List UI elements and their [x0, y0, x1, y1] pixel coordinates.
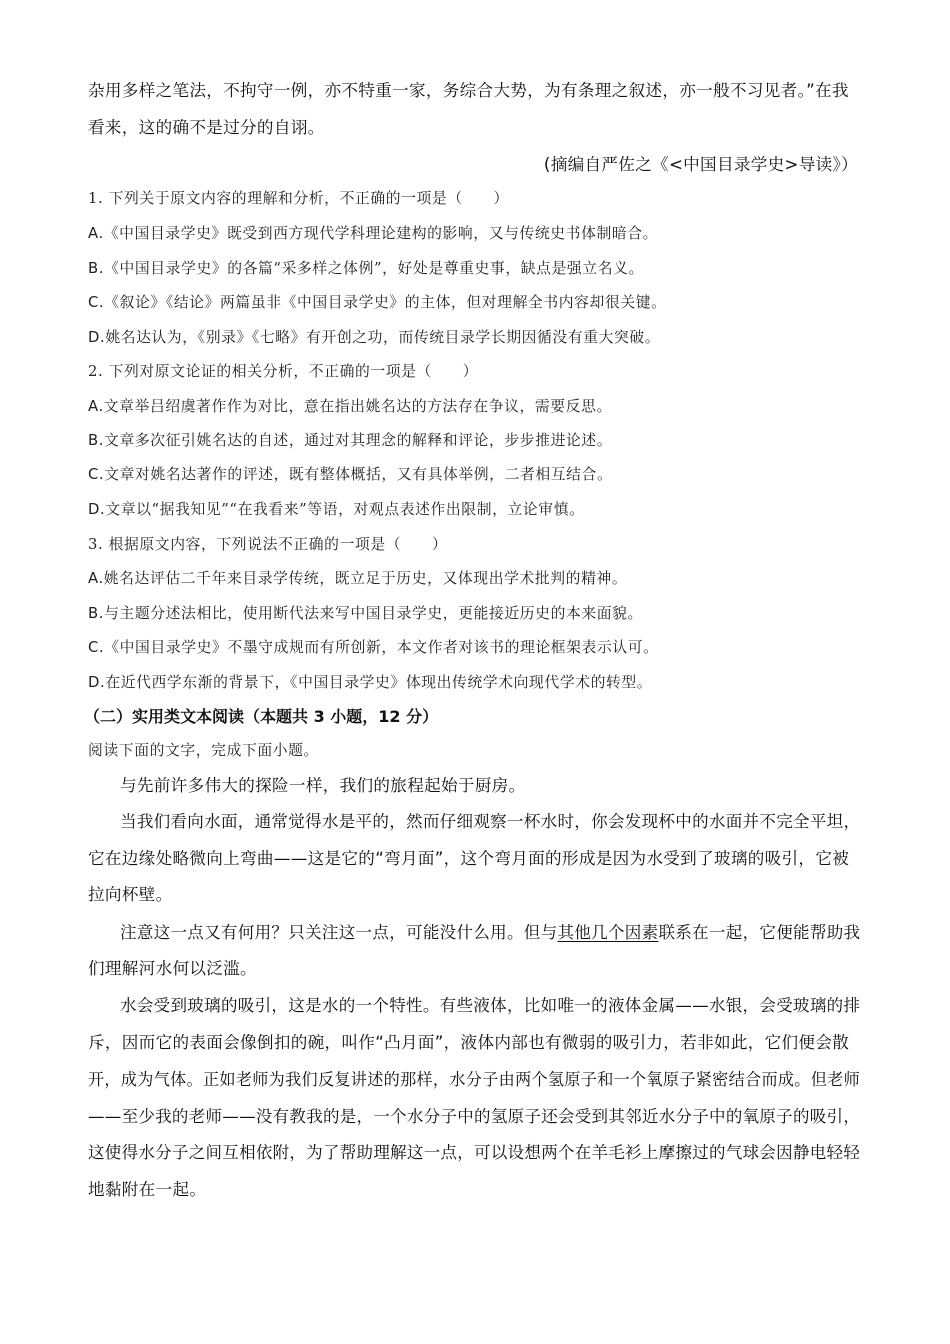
option — [88, 603, 643, 625]
option-text: 在近代西学东渐的背景下，《中国目录学史》体现出传统学术向现代学术的转型。 — [105, 674, 653, 691]
option — [88, 223, 658, 245]
paragraph-line: ——至少我的老师——没有教我的是，一个水分子中的氢原子还会受到其邻近水分子中的氧原子的吸引， — [88, 1107, 861, 1126]
paragraph-line — [120, 922, 860, 944]
option-text: 《中国目录学史》的各篇“采多样之体例”，好处是尊重史事，缺点是强立名义。 — [104, 260, 644, 277]
option-text: 文章对姚名达著作的评述，既有整体概括，又有具体举例，二者相互结合。 — [104, 466, 613, 483]
attribution: (摘编自严佐之《<中国目录学史>导读》） — [543, 155, 858, 174]
option-letter: B. — [88, 605, 105, 622]
question-stem: 1. 下列关于原文内容的理解和分析，不正确的一项是（ ） — [88, 190, 509, 207]
option-letter: B. — [88, 432, 105, 449]
option-text: 文章举吕绍虞著作作为对比，意在指出姚名达的方法存在争议，需要反思。 — [103, 398, 612, 415]
question-stem: 2. 下列对原文论证的相关分析，不正确的一项是（ ） — [88, 363, 479, 380]
passage-line: 看来，这的确不是过分的自诩。 — [88, 118, 325, 137]
paragraph-line: 与先前许多伟大的探险一样，我们的旅程起始于厨房。 — [120, 776, 526, 795]
option-letter: B. — [88, 260, 105, 277]
option — [88, 672, 652, 694]
paragraph-line: 水会受到玻璃的吸引，这是水的一个特性。有些液体，比如唯一的液体金属——水银，会受玻璃的排 — [120, 996, 861, 1015]
instruction: 阅读下面的文字，完成下面小题。 — [88, 742, 319, 759]
option-letter: D. — [88, 674, 106, 691]
option-text: 《中国目录学史》既受到西方现代学科理论建构的影响，又与传统史书体制暗合。 — [103, 225, 659, 242]
option — [88, 327, 660, 349]
option — [88, 464, 612, 486]
option-text: 文章以“据我知见”“在我看来”等语，对观点表述作出限制，立论审慎。 — [105, 501, 585, 518]
option-text: 文章多次征引姚名达的自述，通过对其理念的解释和评论，步步推进论述。 — [104, 432, 613, 449]
option — [88, 258, 644, 280]
option-text: 姚名达认为，《别录》《七略》有开创之功，而传统目录学长期因循没有重大突破。 — [105, 329, 661, 346]
paragraph-line: 斥，因而它的表面会像倒扣的碗，叫作“凸月面”，液体内部也有微弱的吸引力，若非如此，它们便会散 — [88, 1033, 850, 1052]
paragraph-line: 拉向杯壁。 — [88, 885, 173, 904]
option-letter: A. — [88, 398, 104, 415]
option-letter: C. — [88, 294, 105, 311]
text-segment: 联系在一起，它便能帮助我 — [658, 923, 861, 942]
paragraph-line: 它在边缘处略微向上弯曲——这是它的“弯月面”，这个弯月面的形成是因为水受到了玻璃的吸引，它被 — [88, 849, 850, 868]
paragraph-line: 地黏附在一起。 — [88, 1180, 207, 1199]
option-letter: D. — [88, 501, 106, 518]
underlined-phrase: 其他几个因素 — [557, 923, 659, 942]
paragraph-line: 当我们看向水面，通常觉得水是平的，然而仔细观察一杯水时，你会发现杯中的水面并不完全平坦， — [120, 812, 861, 831]
paragraph-line: 们理解河水何以泛滥。 — [88, 959, 257, 978]
option-text: 《中国目录学史》不墨守成规而有所创新，本文作者对该书的理论框架表示认可。 — [104, 639, 659, 656]
section-heading: （二）实用类文本阅读（本题共 3 小题，12 分） — [84, 707, 439, 726]
text-segment: 注意这一点又有何用？只关注这一点，可能没什么用。但与 — [120, 923, 558, 942]
option-text: 《叙论》《结论》两篇虽非《中国目录学史》的主体，但对理解全书内容却很关键。 — [104, 294, 667, 311]
passage-line: 杂用多样之笔法，不拘守一例，亦不特重一家，务综合大势，为有条理之叙述，亦一般不习见者。”在我 — [88, 81, 849, 100]
paragraph-line: 这使得水分子之间互相依附，为了帮助理解这一点，可以设想两个在羊毛衫上摩擦过的气球会因静电轻轻 — [88, 1143, 861, 1162]
option — [88, 568, 627, 590]
option-letter: C. — [88, 466, 105, 483]
option-letter: C. — [88, 639, 105, 656]
option-text: 姚名达评估二千年来目录学传统，既立足于历史，又体现出学术批判的精神。 — [103, 570, 628, 587]
option-text: 与主题分述法相比，使用断代法来写中国目录学史，更能接近历史的本来面貌。 — [104, 605, 643, 622]
question-stem: 3. 根据原文内容，下列说法不正确的一项是（ ） — [88, 536, 448, 553]
option — [88, 499, 584, 521]
option-letter: D. — [88, 329, 106, 346]
option — [88, 637, 659, 659]
option-letter: A. — [88, 225, 104, 242]
paragraph-line: 开，成为气体。正如老师为我们反复讲述的那样，水分子由两个氢原子和一个氧原子紧密结合而成。但老师 — [88, 1070, 861, 1089]
option — [88, 292, 667, 314]
option-letter: A. — [88, 570, 104, 587]
option — [88, 396, 612, 418]
option — [88, 430, 612, 452]
